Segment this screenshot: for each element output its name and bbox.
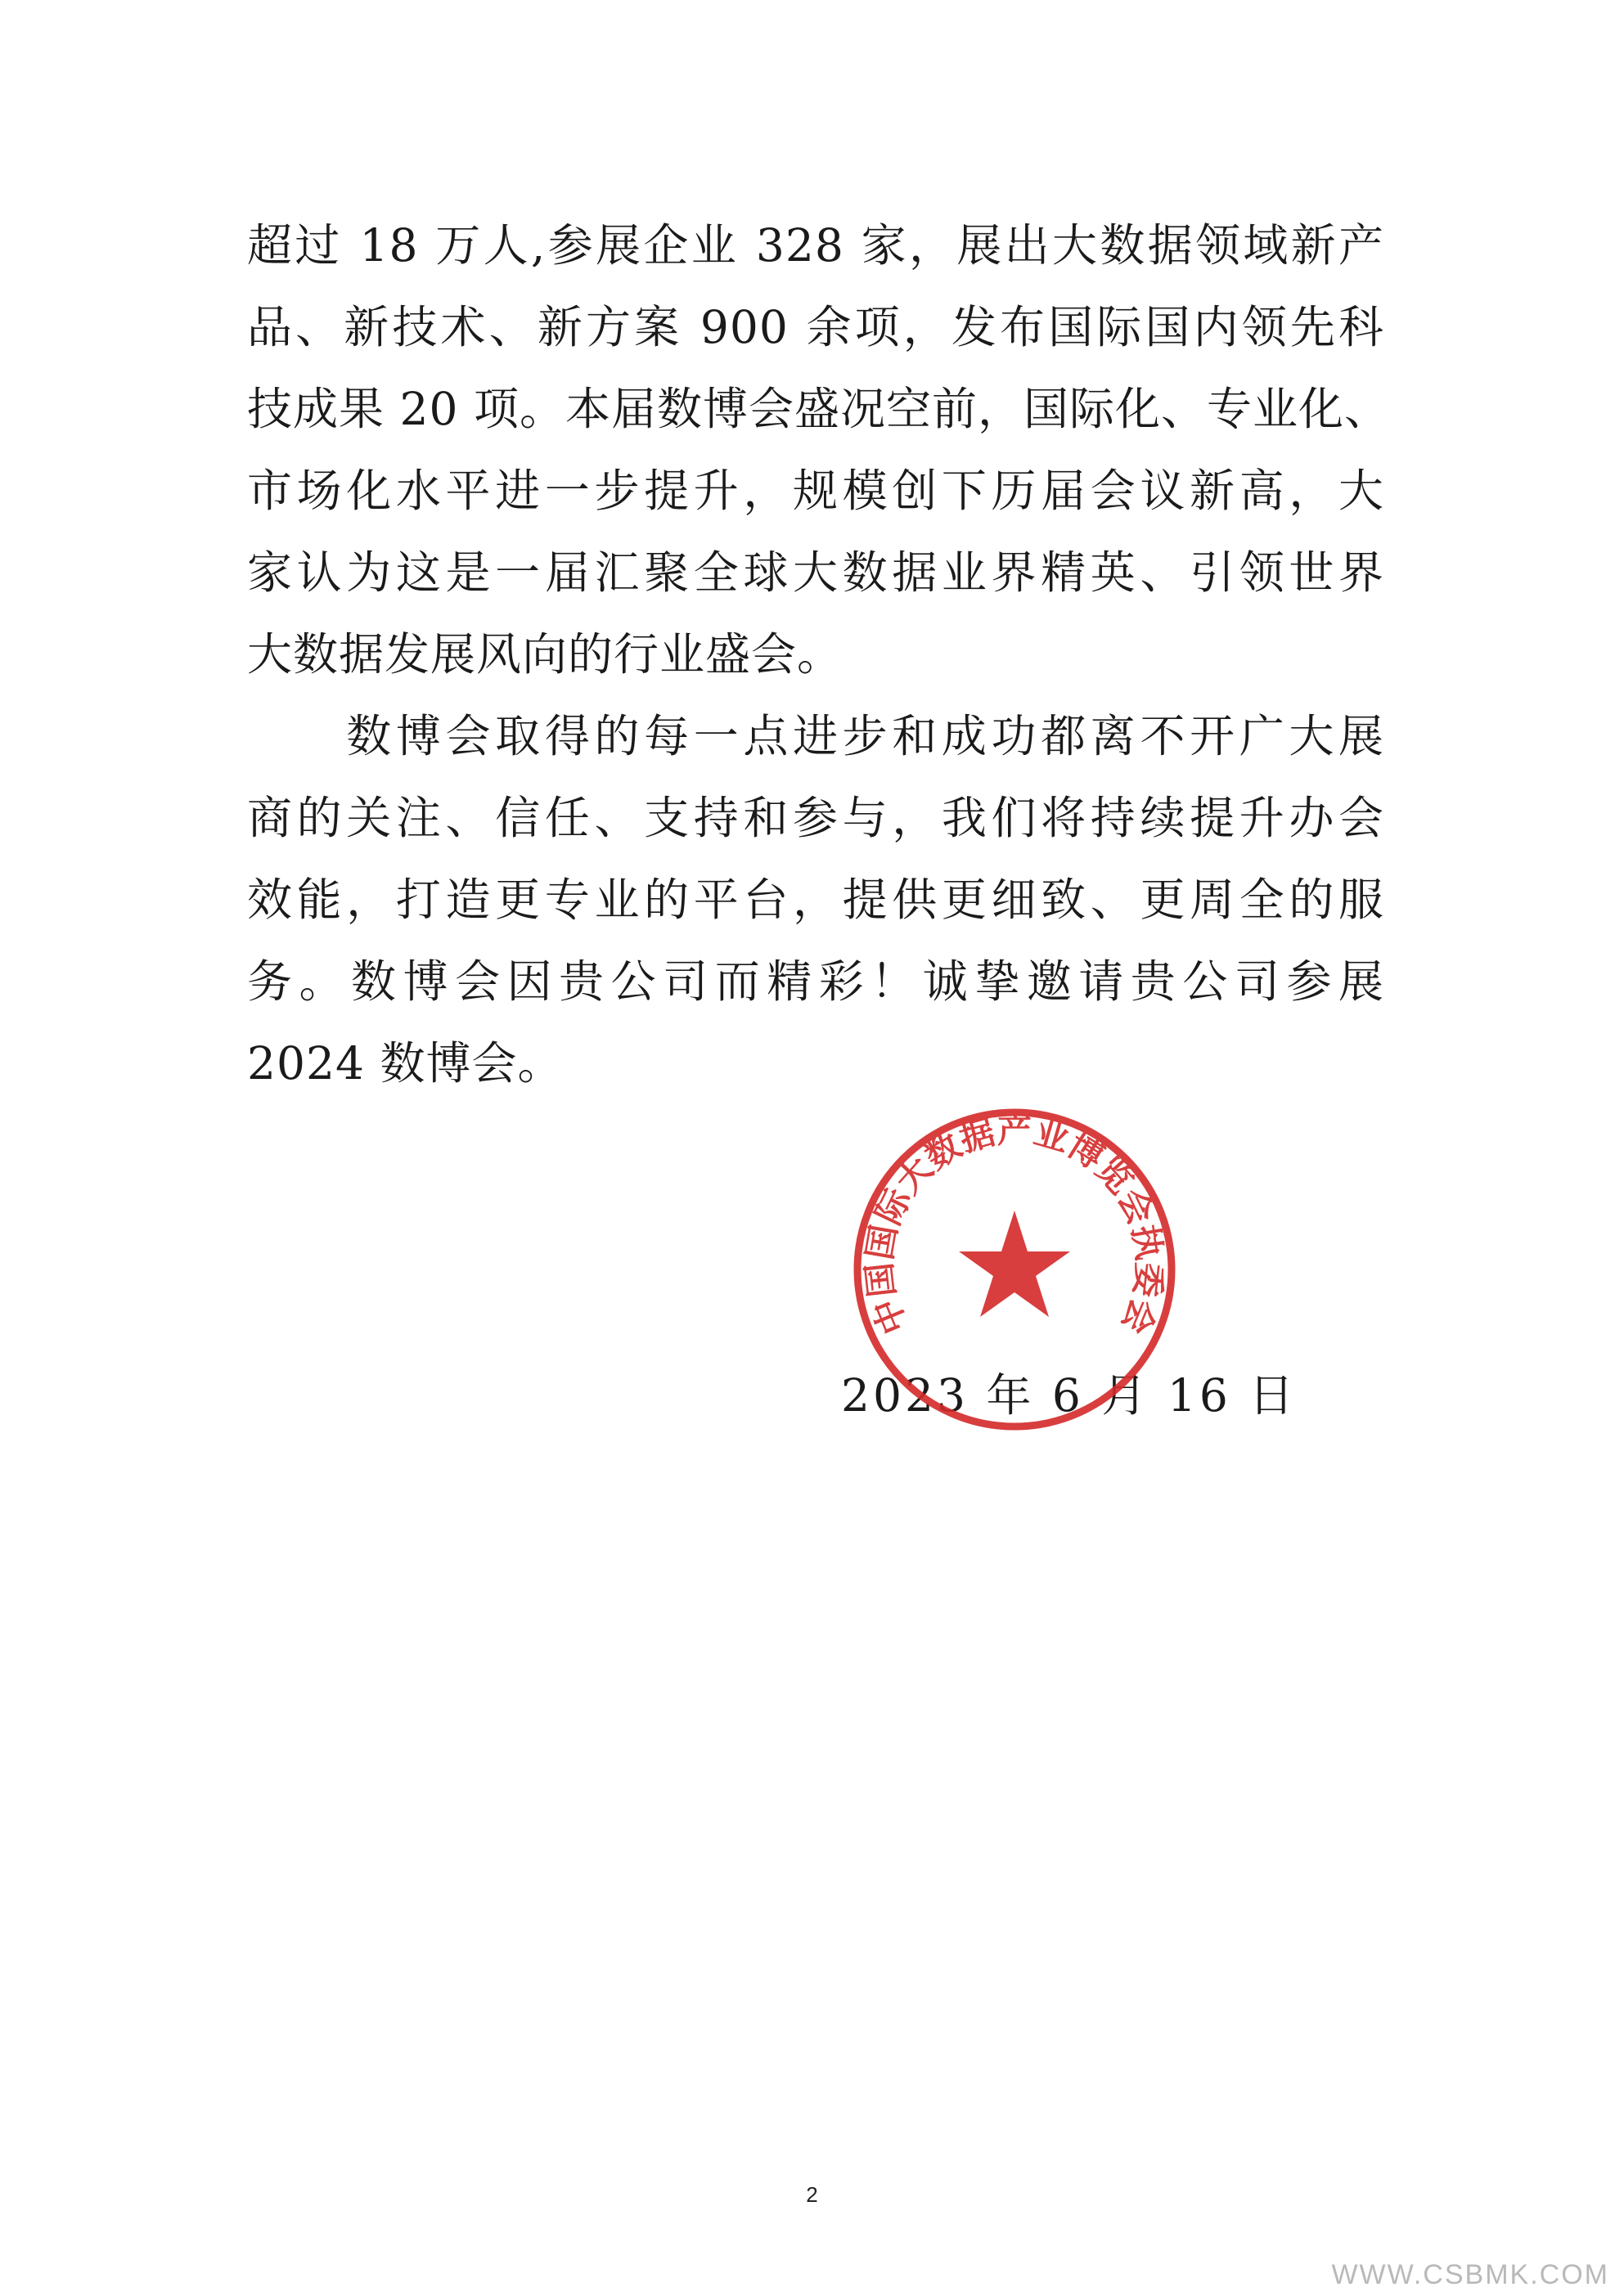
paragraph-2-line-1: 数博会取得的每一点进步和成功都离不开广大展 <box>247 710 1384 762</box>
svg-text:中国国际大数据产业博览会执委会: 中国国际大数据产业博览会执委会 <box>858 1110 1171 1340</box>
paragraph-1-line-4: 市场化水平进一步提升，规模创下历届会议新高，大 <box>247 465 1384 517</box>
paragraph-1-line-2: 品、新技术、新方案 900 余项，发布国际国内领先科 <box>247 301 1384 353</box>
watermark: WWW.CSBMK.COM <box>1331 2259 1609 2290</box>
paragraph-2-line-5: 2024 数博会。 <box>247 1037 564 1090</box>
paragraph-1-line-6: 大数据发展风向的行业盛会。 <box>247 628 843 681</box>
paragraph-1-line-1: 超过 18 万人,参展企业 328 家，展出大数据领域新产 <box>247 219 1384 272</box>
paragraph-1-line-5: 家认为这是一届汇聚全球大数据业界精英、引领世界 <box>247 546 1384 599</box>
page-number: 2 <box>806 2182 818 2207</box>
paragraph-2-line-4: 务。数博会因贵公司而精彩！诚挚邀请贵公司参展 <box>247 955 1384 1008</box>
signature-date: 2023 年 6 月 16 日 <box>841 1369 1298 1422</box>
paragraph-2-line-2: 商的关注、信任、支持和参与，我们将持续提升办会 <box>247 792 1384 844</box>
official-seal-icon <box>851 1106 1178 1433</box>
paragraph-2-line-3: 效能，打造更专业的平台，提供更细致、更周全的服 <box>247 874 1384 926</box>
paragraph-1-line-3: 技成果 20 项。本届数博会盛况空前，国际化、专业化、 <box>247 383 1390 435</box>
